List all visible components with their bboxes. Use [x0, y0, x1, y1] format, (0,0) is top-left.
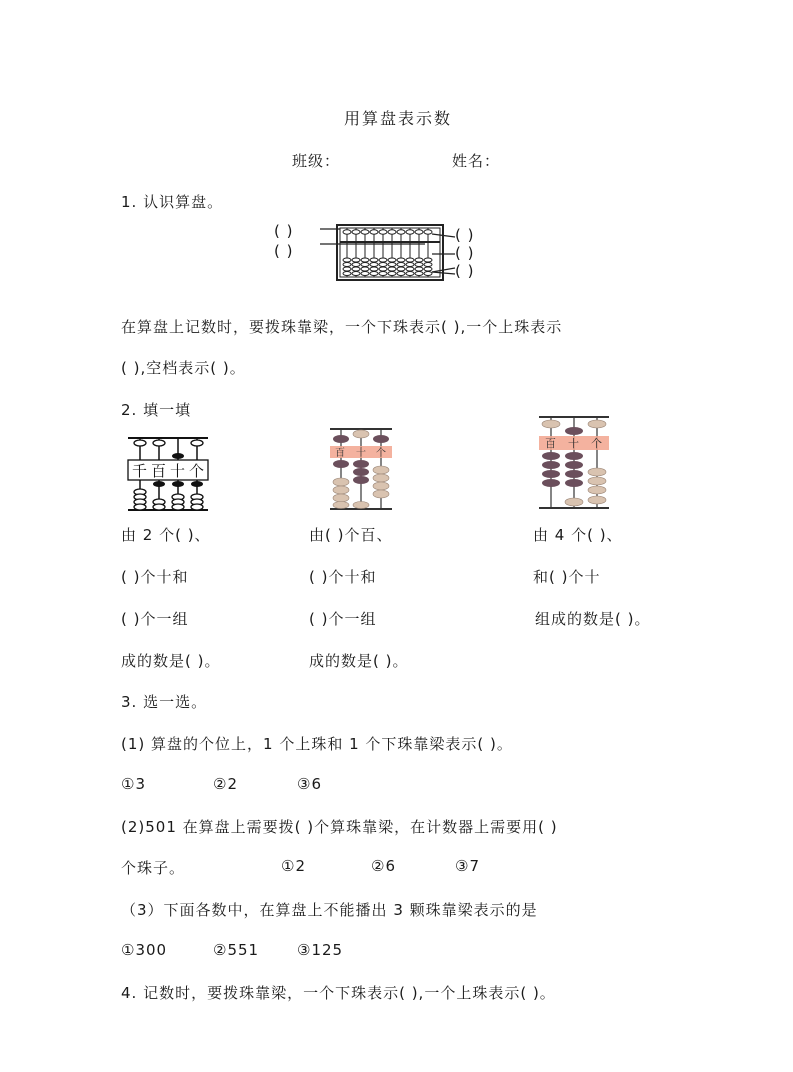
q2-c-line-1: 由 4 个( )、	[533, 526, 623, 544]
q3-sub1-option-2[interactable]: ②2	[213, 775, 238, 793]
q1-heading: 1. 认识算盘。	[121, 193, 224, 211]
abacus-a-label-ge: 个	[189, 462, 205, 480]
q2-a-line-2: ( )个十和	[121, 568, 189, 586]
q4-text: 4. 记数时，要拨珠靠梁，一个下珠表示( ),一个上珠表示( )。	[121, 984, 556, 1002]
abacus-b	[328, 426, 394, 512]
q2-b-line-4: 成的数是( )。	[309, 652, 409, 670]
abacus-c	[537, 414, 611, 512]
abacus-a	[126, 432, 210, 514]
q1-right-blank-2[interactable]: ( )	[455, 244, 475, 262]
class-label: 班级：	[292, 152, 341, 170]
q2-b-line-2: ( )个十和	[309, 568, 377, 586]
name-label: 姓名：	[452, 152, 501, 170]
q3-sub2-question: (2)501 在算盘上需要拨( )个算珠靠梁，在计数器上需要用( )	[121, 818, 558, 836]
q3-sub2-option-1[interactable]: ①2	[281, 857, 306, 875]
q1-line-1: 在算盘上记数时，要拨珠靠梁，一个下珠表示( ),一个上珠表示	[121, 318, 563, 336]
q3-sub1-option-3[interactable]: ③6	[297, 775, 322, 793]
q3-heading: 3. 选一选。	[121, 693, 208, 711]
q3-sub3-option-1[interactable]: ①300	[121, 941, 168, 959]
q2-c-line-2: 和( )个十	[533, 568, 601, 586]
q3-sub3-option-2[interactable]: ②551	[213, 941, 260, 959]
q1-left-blank-2[interactable]: ( )	[274, 242, 294, 260]
q3-sub1-option-1[interactable]: ①3	[121, 775, 146, 793]
abacus-c-label-shi: 十	[568, 437, 579, 450]
q3-sub2-option-2[interactable]: ②6	[371, 857, 396, 875]
q3-sub3-option-3[interactable]: ③125	[297, 941, 344, 959]
q2-a-line-1: 由 2 个( )、	[121, 526, 211, 544]
abacus-b-label-ge: 个	[376, 448, 386, 459]
q3-sub1-question: (1) 算盘的个位上，1 个上珠和 1 个下珠靠梁表示( )。	[121, 735, 513, 753]
abacus-c-label-bai: 百	[545, 437, 556, 450]
q2-b-line-3: ( )个一组	[309, 610, 377, 628]
q3-sub2-question-cont: 个珠子。	[121, 859, 186, 877]
q1-line-2: ( ),空档表示( )。	[121, 359, 246, 377]
abacus-a-label-shi: 十	[170, 462, 186, 480]
abacus-b-label-bai: 百	[335, 448, 345, 459]
abacus-a-label-qian: 千	[132, 462, 148, 480]
q1-left-blank-1[interactable]: ( )	[274, 222, 294, 240]
abacus-b-label-shi: 十	[356, 448, 366, 459]
abacus-c-label-ge: 个	[591, 437, 602, 450]
abacus-diagram	[320, 222, 460, 284]
q3-sub3-question: （3）下面各数中，在算盘上不能播出 3 颗珠靠梁表示的是	[121, 901, 538, 919]
q2-a-line-3: ( )个一组	[121, 610, 189, 628]
q1-right-blank-1[interactable]: ( )	[455, 226, 475, 244]
q1-right-blank-3[interactable]: ( )	[455, 262, 475, 280]
q2-a-line-4: 成的数是( )。	[121, 652, 221, 670]
q2-c-line-3: 组成的数是( )。	[535, 610, 651, 628]
q2-heading: 2. 填一填	[121, 401, 192, 419]
q3-sub2-option-3[interactable]: ③7	[455, 857, 480, 875]
page-title: 用算盘表示数	[344, 109, 453, 128]
q2-b-line-1: 由( )个百、	[309, 526, 393, 544]
abacus-a-label-bai: 百	[151, 462, 167, 480]
